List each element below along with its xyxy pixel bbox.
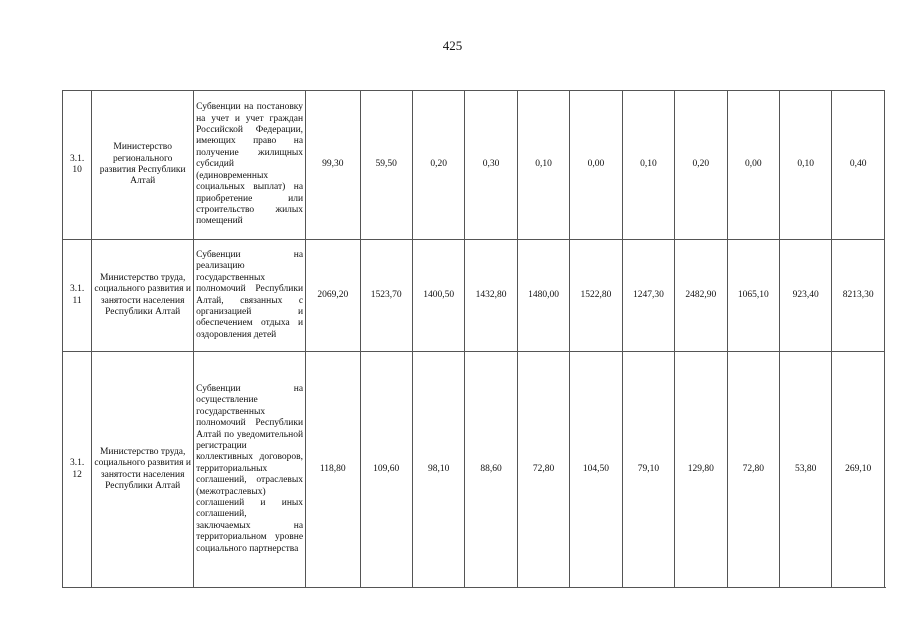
row-value: 118,80 xyxy=(306,352,360,588)
row-value: 1432,80 xyxy=(465,240,517,352)
row-value: 0,30 xyxy=(465,91,517,240)
row-description: Субвенции на реализацию государственных полномочий Республики Алтай, связанных с организацией и обеспечением отдыха и оздоровления детей xyxy=(194,240,306,352)
row-value: 79,10 xyxy=(622,352,674,588)
row-value: 88,60 xyxy=(465,352,517,588)
row-value: 2069,20 xyxy=(306,240,360,352)
row-value: 1247,30 xyxy=(622,240,674,352)
row-code: 3.1. 11 xyxy=(63,240,92,352)
row-value: 98,10 xyxy=(412,352,464,588)
row-value: 923,40 xyxy=(780,240,832,352)
row-value: 53,80 xyxy=(780,352,832,588)
table-row xyxy=(63,352,885,588)
row-value: 1400,50 xyxy=(412,240,464,352)
row-description: Субвенции на постановку на учет и учет граждан Российской Федерации, имеющих право на получение жилищных субсидий (единовременных социальных выплат) на приобретение или строительство жилых помещений xyxy=(194,91,306,240)
row-value: 0,10 xyxy=(517,91,569,240)
row-value: 8213,30 xyxy=(832,240,885,352)
row-value: 1522,80 xyxy=(570,240,622,352)
row-value: 104,50 xyxy=(570,352,622,588)
row-value: 0,20 xyxy=(675,91,727,240)
row-ministry: Министерство регионального развития Республики Алтай xyxy=(92,91,194,240)
row-value: 59,50 xyxy=(360,91,412,240)
row-value: 269,10 xyxy=(832,352,885,588)
row-value: 72,80 xyxy=(517,352,569,588)
row-value: 129,80 xyxy=(675,352,727,588)
row-value: 109,60 xyxy=(360,352,412,588)
row-value: 72,80 xyxy=(727,352,779,588)
row-value: 1065,10 xyxy=(727,240,779,352)
row-value: 0,00 xyxy=(727,91,779,240)
row-code: 3.1. 10 xyxy=(63,91,92,240)
row-description: Субвенции на осуществление государственных полномочий Республики Алтай по уведомительной регистрации коллективных договоров, территориальных соглашений, отраслевых (межотраслевых) соглашений и иных соглашений, заключаемых на территориальном уровне социального партнерства xyxy=(194,352,306,588)
row-value: 0,00 xyxy=(570,91,622,240)
row-value: 1480,00 xyxy=(517,240,569,352)
row-value: 0,10 xyxy=(780,91,832,240)
row-ministry: Министерство труда, социального развития и занятости населения Республики Алтай xyxy=(92,240,194,352)
row-value: 1523,70 xyxy=(360,240,412,352)
budget-table xyxy=(62,90,885,588)
table-row xyxy=(63,240,885,352)
row-value: 2482,90 xyxy=(675,240,727,352)
row-value: 0,20 xyxy=(412,91,464,240)
row-value: 99,30 xyxy=(306,91,360,240)
table-row xyxy=(63,91,885,240)
row-value: 0,40 xyxy=(832,91,885,240)
row-code: 3.1. 12 xyxy=(63,352,92,588)
row-ministry: Министерство труда, социального развития и занятости населения Республики Алтай xyxy=(92,352,194,588)
table-bottom-rule xyxy=(62,587,886,588)
page-number: 425 xyxy=(442,38,463,53)
row-value: 0,10 xyxy=(622,91,674,240)
